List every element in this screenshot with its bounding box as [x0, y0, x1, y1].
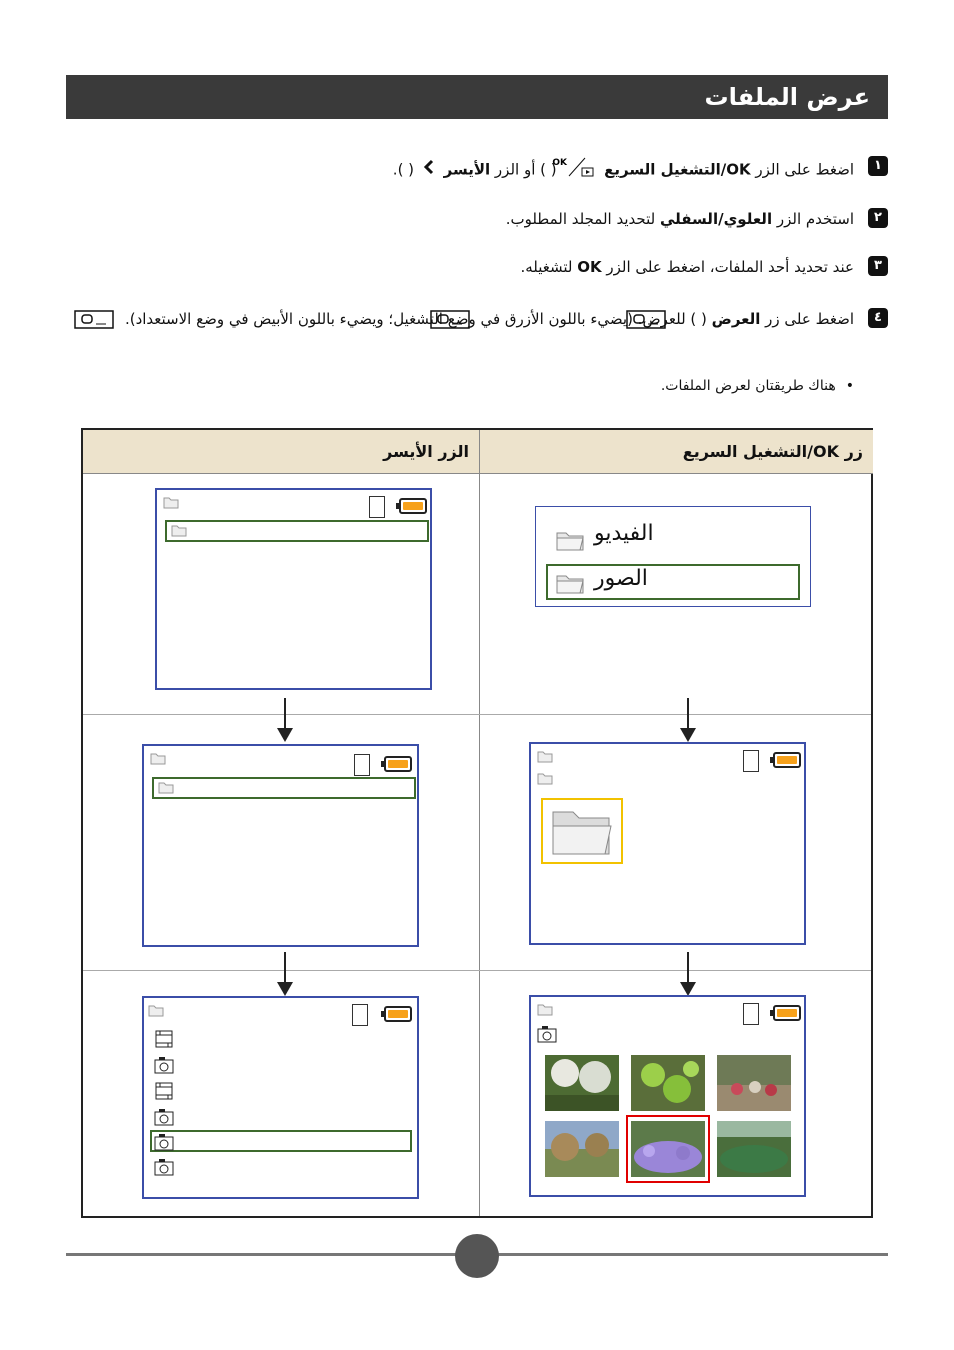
- large-folder-icon: [549, 806, 615, 858]
- display-button-icon: [430, 310, 470, 330]
- menu-screen: [535, 506, 811, 607]
- menu-item-photo-selected[interactable]: [546, 564, 800, 600]
- ok-play-icon: [552, 156, 595, 184]
- display-button-icon: [74, 310, 114, 330]
- photo-thumbnail[interactable]: [631, 1055, 705, 1111]
- display-button-icon: [626, 310, 666, 330]
- folder-icon: [150, 752, 166, 765]
- battery-icon: [384, 1006, 412, 1022]
- menu-item-photo: الصور: [594, 566, 648, 591]
- photo-thumbnail: [631, 1121, 705, 1177]
- sd-card-icon: [743, 750, 759, 772]
- header-left-button: الزر الأيسر: [83, 430, 479, 474]
- left-screen-3: [142, 996, 419, 1199]
- step-text: استخدم الزر العلوي/السفلي لتحديد المجلد المطلوب.: [505, 210, 854, 228]
- left-screen-1: [155, 488, 432, 690]
- folder-icon: [163, 496, 179, 509]
- camera-icon[interactable]: [154, 1108, 174, 1126]
- page-number-badge: [455, 1234, 499, 1278]
- battery-icon: [773, 752, 801, 768]
- step-number: ١: [868, 156, 888, 176]
- step-1: [68, 156, 888, 184]
- bullet-note: • هناك طريقتان لعرض الملفات.: [661, 378, 854, 394]
- step-4: [68, 308, 888, 330]
- down-arrow: [687, 952, 689, 994]
- step-number: ٤: [868, 308, 888, 328]
- photo-thumbnail[interactable]: [545, 1055, 619, 1111]
- column-divider: [479, 430, 480, 1216]
- folder-icon: [171, 524, 187, 537]
- folder-icon: [537, 772, 553, 785]
- battery-icon: [773, 1005, 801, 1021]
- photo-thumbnail[interactable]: [717, 1121, 791, 1177]
- chevron-left-icon: [423, 159, 435, 181]
- photo-thumbnail[interactable]: [545, 1121, 619, 1177]
- svg-text:OK: OK: [552, 158, 568, 168]
- film-icon[interactable]: [154, 1082, 174, 1100]
- menu-item-video[interactable]: الفيديو: [594, 521, 654, 546]
- down-arrow: [284, 698, 286, 740]
- thumbnail-screen: [529, 995, 806, 1197]
- left-screen-2: [142, 744, 419, 947]
- page-title: عرض الملفات: [704, 83, 870, 111]
- folder-icon: [556, 572, 584, 594]
- down-arrow: [284, 952, 286, 994]
- step-number: ٣: [868, 256, 888, 276]
- camera-icon[interactable]: [154, 1056, 174, 1074]
- camera-icon[interactable]: [154, 1158, 174, 1176]
- step-text: اضغط على زر العرض ( ) للعرض. (يضيء باللون الأزرق في وضع التشغيل؛ ويضيء باللون الأبيض في وضع الاستعداد).: [124, 310, 854, 328]
- sd-card-icon: [352, 1004, 368, 1026]
- photo-thumbnail[interactable]: [717, 1055, 791, 1111]
- camera-icon: [154, 1133, 174, 1151]
- camera-icon: [537, 1025, 557, 1043]
- film-icon[interactable]: [154, 1030, 174, 1048]
- step-3: [68, 256, 888, 278]
- step-2: [68, 208, 888, 230]
- step-number: ٢: [868, 208, 888, 228]
- folder-icon: [556, 529, 584, 551]
- down-arrow: [687, 698, 689, 740]
- sd-card-icon: [369, 496, 385, 518]
- folder-icon: [148, 1004, 164, 1017]
- sd-card-icon: [743, 1003, 759, 1025]
- row-divider: [83, 714, 871, 715]
- header-ok-button: زر OK/التشغيل السريع: [479, 430, 873, 474]
- folder-row-selected[interactable]: [152, 777, 416, 799]
- folder-icon: [537, 1003, 553, 1016]
- folder-icon: [158, 781, 174, 794]
- step-text: اضغط على الزر OK/التشغيل السريع OK ( ) أو الزر الأيسر ( ).: [68, 156, 854, 184]
- step-text: عند تحديد أحد الملفات، اضغط على الزر OK لتشغيله.: [520, 258, 854, 276]
- sd-card-icon: [354, 754, 370, 776]
- folder-row-selected[interactable]: [165, 520, 429, 542]
- row-divider: [83, 970, 871, 971]
- file-row-selected[interactable]: [150, 1130, 412, 1152]
- page-title-bar: [66, 75, 888, 119]
- folder-selected[interactable]: [541, 798, 623, 864]
- selected-thumbnail-frame[interactable]: [626, 1115, 710, 1183]
- folder-icon: [537, 750, 553, 763]
- battery-icon: [399, 498, 427, 514]
- battery-icon: [384, 756, 412, 772]
- folder-screen: [529, 742, 806, 945]
